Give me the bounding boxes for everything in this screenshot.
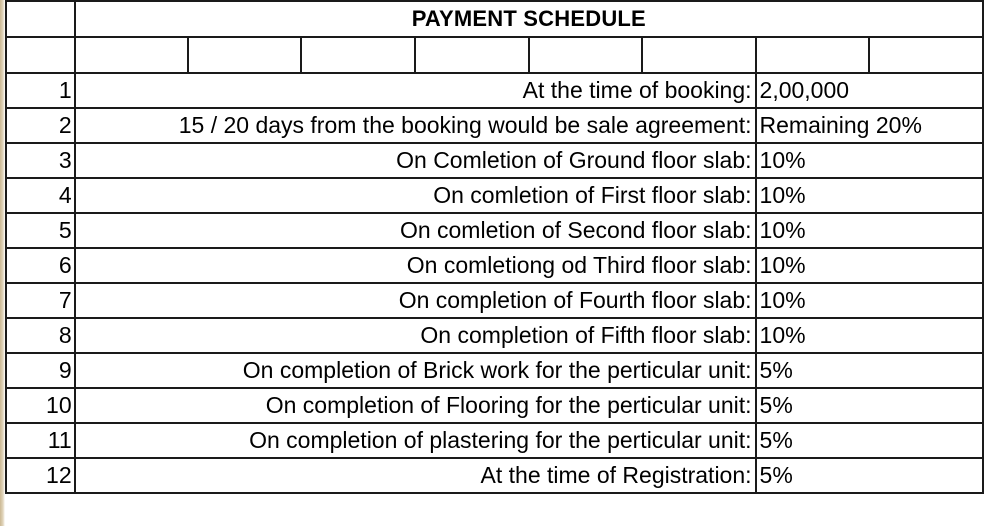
row-number[interactable]: 9 bbox=[6, 353, 75, 388]
payment-schedule-table bbox=[5, 0, 984, 494]
payment-value[interactable]: 10% bbox=[756, 143, 983, 178]
milestone-description[interactable]: At the time of booking: bbox=[75, 73, 756, 108]
payment-value[interactable]: 10% bbox=[756, 248, 983, 283]
table-row bbox=[6, 213, 983, 248]
payment-value[interactable]: 2,00,000 bbox=[756, 73, 983, 108]
payment-value[interactable]: 10% bbox=[756, 213, 983, 248]
row-number[interactable]: 3 bbox=[6, 143, 75, 178]
payment-value[interactable]: Remaining 20% bbox=[756, 108, 983, 143]
empty-cell[interactable] bbox=[869, 37, 983, 73]
table-row bbox=[6, 318, 983, 353]
payment-value[interactable]: 10% bbox=[756, 283, 983, 318]
row-number[interactable]: 4 bbox=[6, 178, 75, 213]
table-row bbox=[6, 388, 983, 423]
title-row bbox=[6, 1, 983, 37]
table-row bbox=[6, 108, 983, 143]
milestone-description[interactable]: On completion of plastering for the perticular unit: bbox=[75, 423, 756, 458]
row-number-cell[interactable] bbox=[6, 1, 75, 37]
table-row bbox=[6, 178, 983, 213]
row-number[interactable]: 11 bbox=[6, 423, 75, 458]
empty-cell[interactable] bbox=[188, 37, 301, 73]
empty-cell[interactable] bbox=[642, 37, 756, 73]
milestone-description[interactable]: On completion of Brick work for the perticular unit: bbox=[75, 353, 756, 388]
payment-value[interactable]: 5% bbox=[756, 423, 983, 458]
row-number[interactable]: 6 bbox=[6, 248, 75, 283]
spreadsheet bbox=[5, 0, 984, 526]
payment-value[interactable]: 10% bbox=[756, 178, 983, 213]
milestone-description[interactable]: At the time of Registration: bbox=[75, 458, 756, 493]
row-number[interactable]: 10 bbox=[6, 388, 75, 423]
milestone-description[interactable]: On comletiong od Third floor slab: bbox=[75, 248, 756, 283]
empty-cell[interactable] bbox=[301, 37, 415, 73]
payment-value[interactable]: 5% bbox=[756, 458, 983, 493]
row-number[interactable]: 2 bbox=[6, 108, 75, 143]
table-row bbox=[6, 73, 983, 108]
payment-value[interactable]: 5% bbox=[756, 353, 983, 388]
milestone-description[interactable]: On Comletion of Ground floor slab: bbox=[75, 143, 756, 178]
row-number[interactable]: 8 bbox=[6, 318, 75, 353]
row-number[interactable]: 1 bbox=[6, 73, 75, 108]
empty-cell[interactable] bbox=[75, 37, 189, 73]
milestone-description[interactable]: On comletion of First floor slab: bbox=[75, 178, 756, 213]
payment-value[interactable]: 10% bbox=[756, 318, 983, 353]
blank-row bbox=[6, 37, 983, 73]
sheet-title[interactable]: PAYMENT SCHEDULE bbox=[75, 1, 983, 37]
milestone-description[interactable]: On comletion of Second floor slab: bbox=[75, 213, 756, 248]
milestone-description[interactable]: On completion of Fourth floor slab: bbox=[75, 283, 756, 318]
milestone-description[interactable]: On completion of Flooring for the perticular unit: bbox=[75, 388, 756, 423]
table-row bbox=[6, 283, 983, 318]
table-row bbox=[6, 423, 983, 458]
empty-cell[interactable] bbox=[6, 37, 75, 73]
row-number[interactable]: 5 bbox=[6, 213, 75, 248]
row-number[interactable]: 7 bbox=[6, 283, 75, 318]
empty-cell[interactable] bbox=[529, 37, 642, 73]
table-row bbox=[6, 353, 983, 388]
milestone-description[interactable]: On completion of Fifth floor slab: bbox=[75, 318, 756, 353]
table-row bbox=[6, 458, 983, 493]
table-row bbox=[6, 143, 983, 178]
empty-cell[interactable] bbox=[756, 37, 870, 73]
milestone-description[interactable]: 15 / 20 days from the booking would be sale agreement: bbox=[75, 108, 756, 143]
table-row bbox=[6, 248, 983, 283]
empty-cell[interactable] bbox=[415, 37, 529, 73]
payment-value[interactable]: 5% bbox=[756, 388, 983, 423]
row-number[interactable]: 12 bbox=[6, 458, 75, 493]
